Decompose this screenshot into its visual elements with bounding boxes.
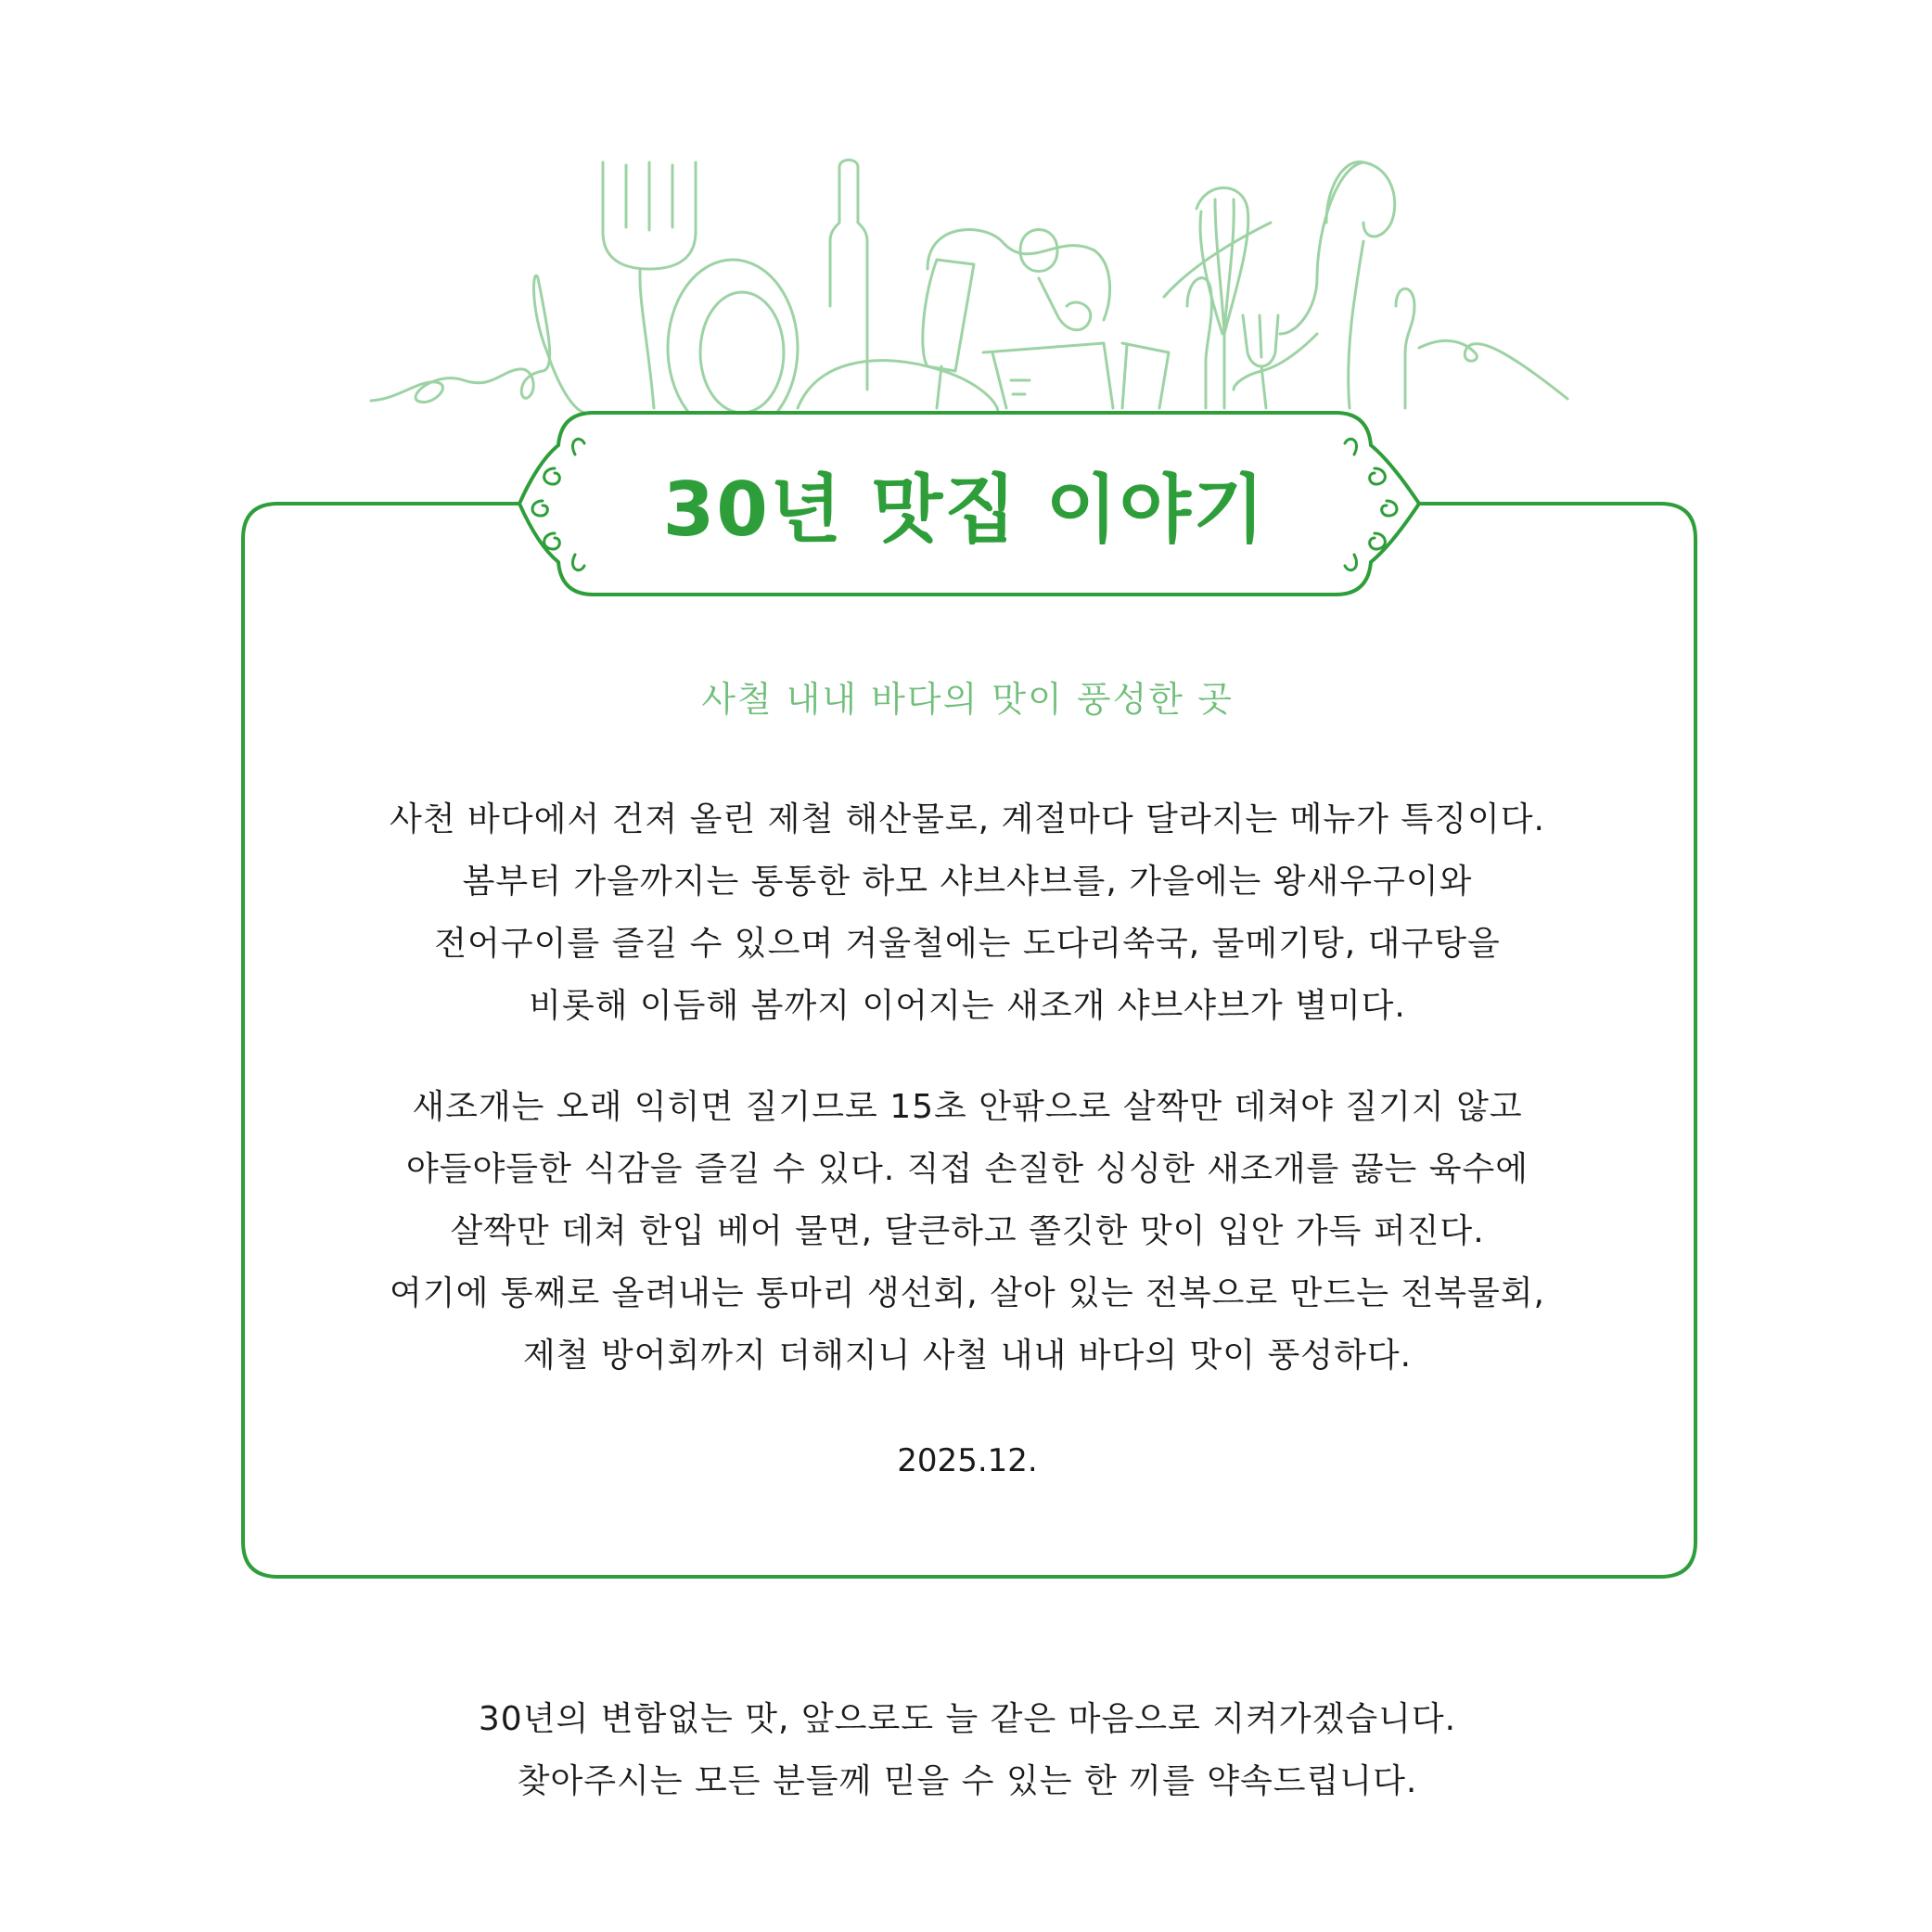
paragraph-line: 야들야들한 식감을 즐길 수 있다. 직접 손질한 싱싱한 새조개를 끓는 육수에 [405, 1150, 1529, 1188]
paragraph-line: 사천 바다에서 건져 올린 제철 해산물로, 계절마다 달라지는 메뉴가 특징이다. [390, 800, 1545, 838]
page-title: 30년 맛집 이야기 [662, 467, 1267, 553]
paragraph-line: 살짝만 데쳐 한입 베어 물면, 달큰하고 쫄깃한 맛이 입안 가득 퍼진다. [450, 1212, 1485, 1250]
closing-line: 30년의 변함없는 맛, 앞으로도 늘 같은 마음으로 지켜가겠습니다. [478, 1700, 1457, 1738]
paragraph-line: 제철 방어회까지 더해지니 사철 내내 바다의 맛이 풍성하다. [522, 1337, 1413, 1375]
date-text: 2025.12. [897, 1442, 1038, 1479]
kitchen-utensils-line-art-icon [371, 160, 1567, 437]
paragraph-2 [250, 1076, 1684, 1387]
closing-message [250, 1688, 1684, 1812]
content-frame [243, 504, 1695, 1577]
paragraph-line: 여기에 통째로 올려내는 통마리 생선회, 살아 있는 전복으로 만드는 전복물회, [390, 1274, 1545, 1312]
paragraph-line: 비롯해 이듬해 봄까지 이어지는 새조개 샤브샤브가 별미다. [529, 987, 1406, 1025]
paragraph-line: 봄부터 가을까지는 통통한 하모 샤브샤브를, 가을에는 왕새우구이와 [462, 863, 1473, 901]
paragraph-line: 새조개는 오래 익히면 질기므로 15초 안팎으로 살짝만 데쳐야 질기지 않고 [412, 1088, 1523, 1126]
paragraph-1 [250, 788, 1684, 1037]
title-banner-content [566, 413, 1363, 594]
closing-line: 찾아주시는 모든 분들께 믿을 수 있는 한 끼를 약속드립니다. [517, 1762, 1418, 1800]
subtitle: 사철 내내 바다의 맛이 풍성한 곳 [701, 679, 1234, 720]
paragraph-line: 전어구이를 즐길 수 있으며 겨울철에는 도다리쑥국, 물메기탕, 대구탕을 [434, 925, 1501, 963]
